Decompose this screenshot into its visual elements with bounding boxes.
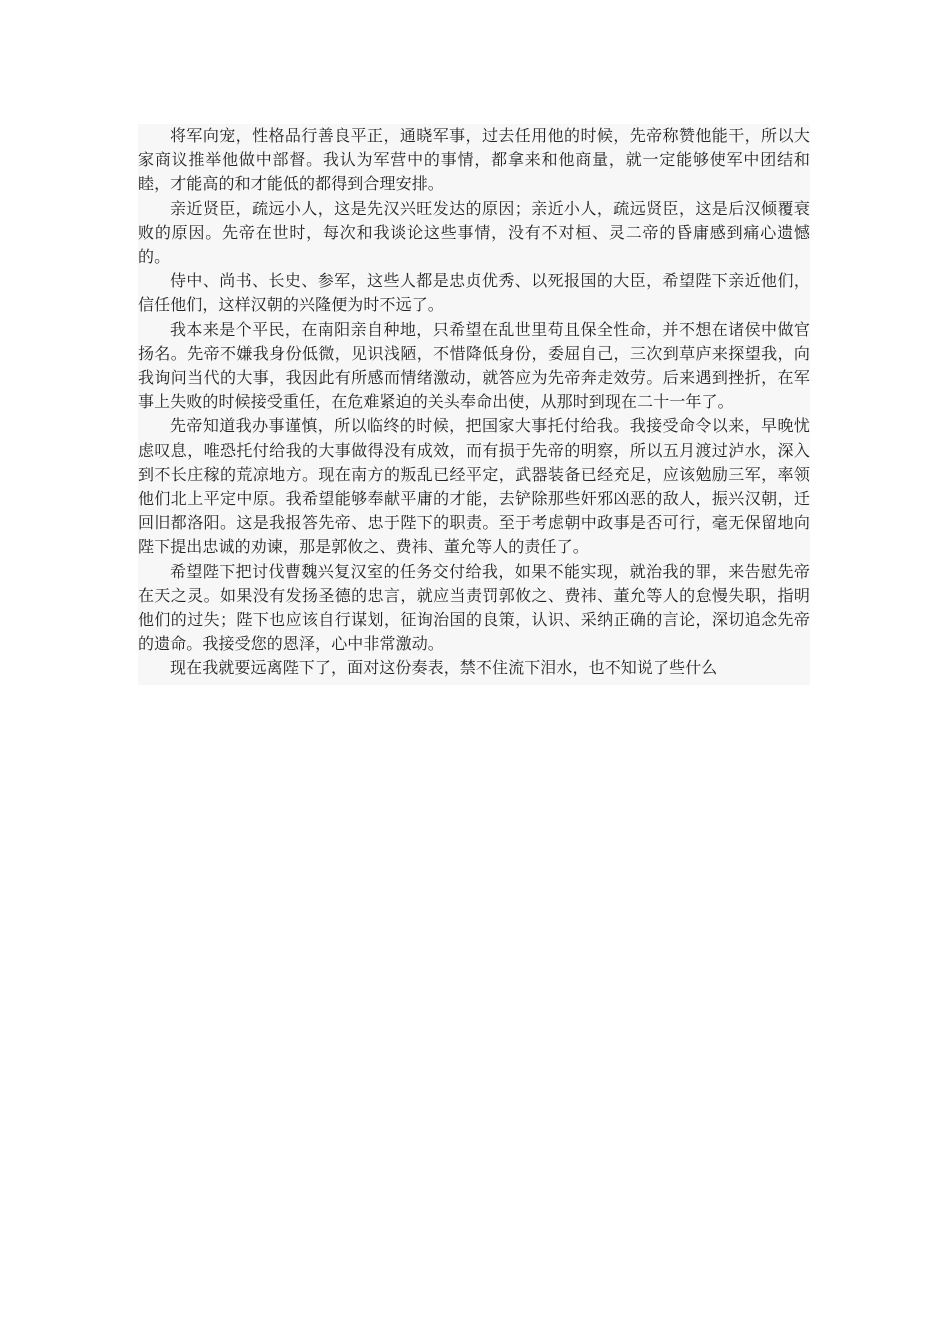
- paragraph-1: 将军向宠，性格品行善良平正，通晓军事，过去任用他的时候，先帝称赞他能干，所以大家商议推举他做中部督。我认为军营中的事情，都拿来和他商量，就一定能够使军中团结和睦，才能高的和才能低的都得到合理安排。: [138, 126, 810, 194]
- paragraph-4: 我本来是个平民，在南阳亲自种地，只希望在乱世里苟且保全性命，并不想在诸侯中做官扬名。先帝不嫌我身份低微，见识浅陋，不惜降低身份，委屈自己，三次到草庐来探望我，向我询问当代的大事，我因此有所感而情绪激动，就答应为先帝奔走效劳。后来遇到挫折，在军事上失败的时候接受重任，在危难紧迫的关头奉命出使，从那时到现在二十一年了。: [138, 319, 810, 412]
- paragraph-7: 现在我就要远离陛下了，面对这份奏表，禁不住流下泪水，也不知说了些什么: [170, 658, 718, 678]
- paragraph-2: 亲近贤臣，疏远小人，这是先汉兴旺发达的原因；亲近小人，疏远贤臣，这是后汉倾覆衰败的原因。先帝在世时，每次和我谈论这些事情，没有不对桓、灵二帝的昏庸感到痛心遗憾的。: [138, 198, 810, 267]
- document-text-block: [138, 124, 810, 685]
- paragraph-6: 希望陛下把讨伐曹魏兴复汉室的任务交付给我，如果不能实现，就治我的罪，来告慰先帝在天之灵。如果没有发扬圣德的忠言，就应当责罚郭攸之、费祎、董允等人的怠慢失职，指明他们的过失；陛下也应该自行谋划，征询治国的良策，认识、采纳正确的言论，深切追念先帝的遗命。我接受您的恩泽，心中非常激动。: [138, 561, 810, 654]
- paragraph-5: 先帝知道我办事谨慎，所以临终的时候，把国家大事托付给我。我接受命令以来，早晚忧虑叹息，唯恐托付给我的大事做得没有成效，而有损于先帝的明察，所以五月渡过泸水，深入到不长庄稼的荒凉地方。现在南方的叛乱已经平定，武器装备已经充足，应该勉励三军，率领他们北上平定中原。我希望能够奉献平庸的才能，去铲除那些奸邪凶恶的敌人，振兴汉朝，迁回旧都洛阳。这是我报答先帝、忠于陛下的职责。至于考虑朝中政事是否可行，毫无保留地向陛下提出忠诚的劝谏，那是郭攸之、费祎、董允等人的责任了。: [138, 416, 810, 557]
- paragraph-3: 侍中、尚书、长史、参军，这些人都是忠贞优秀、以死报国的大臣，希望陛下亲近他们，信任他们，这样汉朝的兴隆便为时不远了。: [138, 271, 810, 315]
